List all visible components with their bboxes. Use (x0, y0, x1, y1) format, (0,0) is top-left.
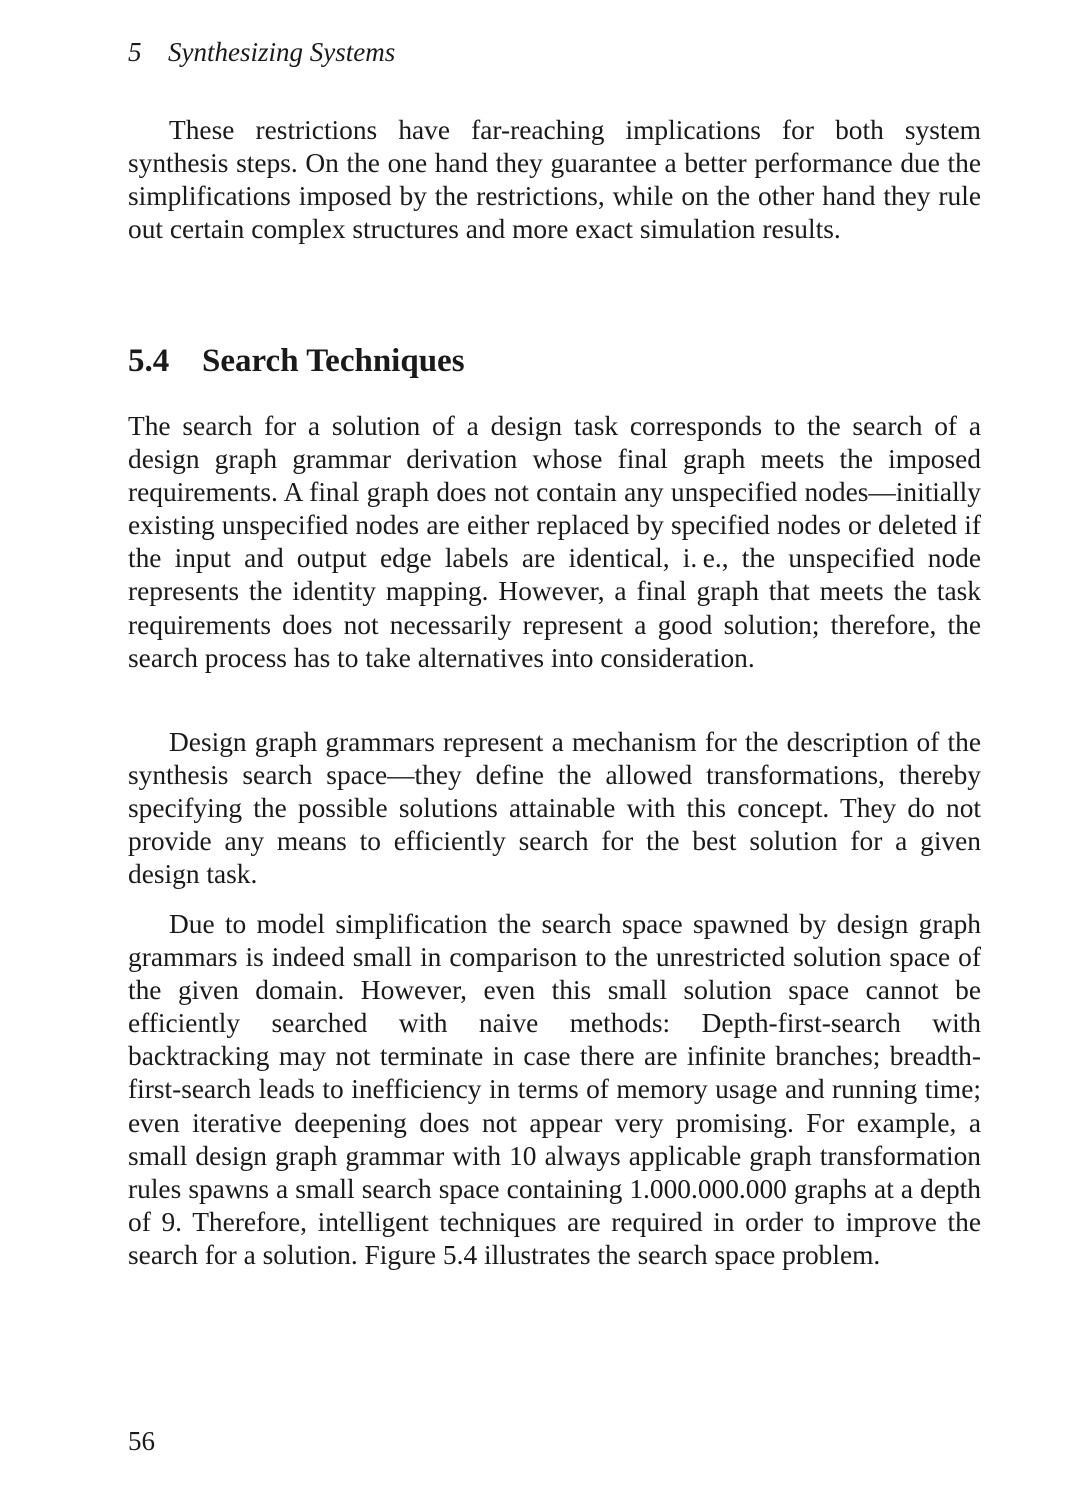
section-paragraph-1: The search for a solution of a design task corresponds to the search of a design graph grammar derivation whose final graph meets the imposed requirements. A final graph does not contain any unspecified nodes—initially existing unspecified nodes are either replaced by specified nodes or deleted if the input and output edge labels are identical, i. e., the unspecified node represents the identity mapping. However, a final graph that meets the task requirements does not necessarily represent a good solution; therefore, the search process has to take alternatives into consideration. (128, 411, 981, 673)
running-header (128, 34, 395, 70)
book-page (128, 0, 981, 1500)
page-number: 56 (128, 1426, 155, 1456)
section-title: Search Techniques (202, 343, 465, 379)
intro-paragraph: These restrictions have far-reaching implications for both system synthesis steps. On the one hand they guarantee a better performance due the simplifications imposed by the restrictions, while on the other hand they rule out certain complex structures and more exact simulation results. (128, 115, 981, 245)
section-heading (128, 340, 465, 382)
section-number: 5.4 (128, 343, 170, 379)
section-paragraph-3: Due to model simplification the search space spawned by design graph grammars is indeed small in comparison to the unrestricted solution space of the given domain. However, even this small solution space cannot be efficiently searched with naive methods: Depth-first-search with backtracking may not terminate in case there are infinite branches; breadth-first-search leads to inefficiency in terms of memory usage and running time; even iterative deepening does not appear very promising. For example, a small design graph grammar with 10 always applicable graph transformation rules spawns a small search space containing 1.000.000.000 graphs at a depth of 9. Therefore, intelligent techniques are required in order to improve the search for a solution. Figure 5.4 illustrates the search space problem. (128, 909, 981, 1270)
section-paragraph-2: Design graph grammars represent a mechanism for the description of the synthesis search space—they define the allowed transformations, thereby specifying the possible solutions attainable with this concept. They do not provide any means to efficiently search for the best solution for a given design task. (128, 727, 981, 890)
chapter-number: 5 (128, 37, 142, 67)
chapter-title: Synthesizing Systems (168, 37, 396, 67)
